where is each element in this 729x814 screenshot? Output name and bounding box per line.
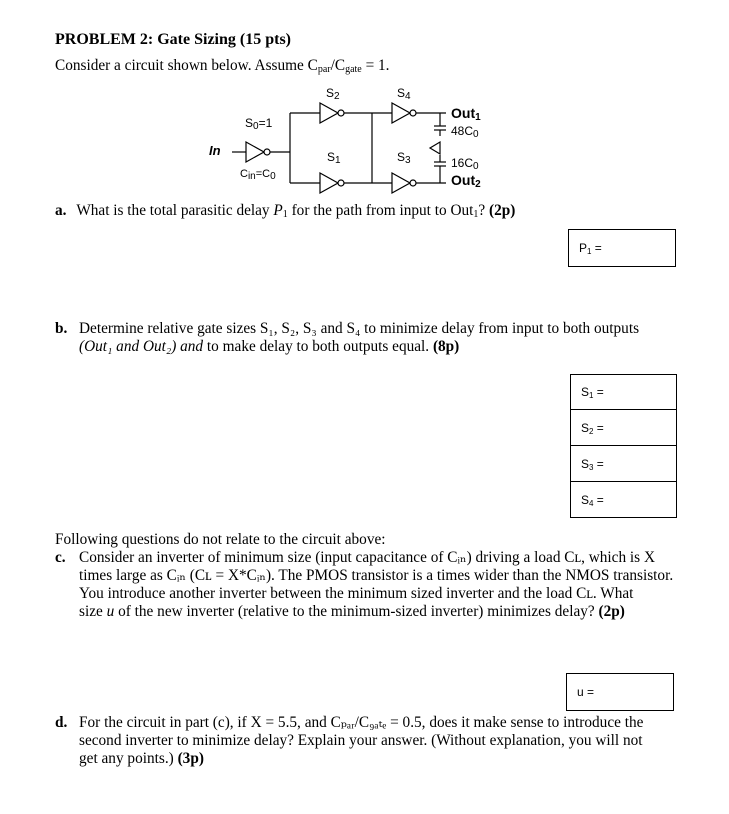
question-d-line3: [79, 750, 204, 768]
capacitor-16c0: [434, 155, 446, 183]
question-c-line1: Consider an inverter of minimum size (input capacitance of Cᵢₙ) driving a load Cʟ, which is X: [79, 549, 656, 566]
following-note: Following questions do not relate to the circuit above:: [55, 531, 386, 548]
qd-label: d.: [55, 714, 68, 731]
label-load2: [451, 156, 479, 170]
cin-text: C: [240, 168, 248, 180]
question-b: [55, 320, 67, 338]
inverter-s1: [320, 173, 344, 193]
s3-text: S: [397, 150, 406, 164]
s2-text: S: [326, 86, 335, 100]
s0-suffix: =1: [258, 116, 273, 130]
intro-suffix: = 1.: [361, 57, 390, 74]
s4-box-text: S: [581, 492, 590, 507]
inverter-s2: [320, 103, 344, 123]
qd-line3-a: get any points.): [79, 750, 178, 767]
label-out2: [451, 172, 481, 188]
qc-line4-u: u: [106, 603, 115, 620]
qa-text-suffix: ?: [478, 202, 490, 219]
qa-points: (2p): [489, 202, 516, 219]
s0-text: S: [245, 116, 254, 130]
answer-box-s2[interactable]: [570, 410, 677, 446]
p1-label-text: P: [579, 241, 588, 255]
answer-box-p1[interactable]: [568, 229, 676, 267]
qa-out-sub: 1: [473, 209, 479, 220]
s4-box-label: [581, 493, 604, 507]
qa-text-mid: for the path from input to Out: [287, 202, 474, 219]
answer-box-s1[interactable]: [570, 374, 677, 410]
qb-line2-outputs: (Out₁ and Out₂): [79, 338, 177, 355]
u-label-text: u: [577, 685, 584, 699]
label-s0: [245, 116, 272, 130]
inverter-s3: [392, 173, 416, 193]
s4-sub: 4: [405, 91, 411, 102]
s1-box-text: S: [581, 385, 590, 399]
u-label: [577, 685, 594, 699]
qc-label: c.: [55, 549, 66, 566]
s3-box-eq: =: [593, 456, 604, 471]
qb-line2-rest: to make delay to both outputs equal.: [203, 338, 433, 355]
p1-label: [579, 241, 602, 255]
question-c-line3: You introduce another inverter between the minimum sized inverter and the load Cʟ. What: [79, 585, 634, 602]
out2-text: Out: [451, 172, 476, 188]
qb-label: b.: [55, 320, 68, 337]
s1-text: S: [327, 150, 336, 164]
small-triangle-symbol: [430, 142, 440, 154]
answer-box-s4[interactable]: [570, 482, 677, 518]
s1-box-eq: =: [593, 385, 604, 399]
label-s2: [326, 86, 340, 100]
label-load1: [451, 124, 479, 138]
out1-text: Out: [451, 105, 476, 121]
qc-line4-b: of the new inverter (relative to the minimum-sized inverter) minimizes delay?: [114, 603, 599, 620]
s0-sub: 0: [253, 121, 259, 132]
qa-label: a.: [55, 202, 67, 219]
s4-text: S: [397, 86, 406, 100]
s3-box-sub: 3: [589, 462, 594, 472]
p1-label-sub: 1: [587, 247, 592, 256]
answer-box-s3[interactable]: [570, 446, 677, 482]
load1-sub: 0: [473, 129, 479, 140]
inverter-s4: [392, 103, 416, 123]
problem-title: PROBLEM 2: Gate Sizing (15 pts): [55, 31, 291, 48]
qa-text-prefix: What is the total parasitic delay: [76, 202, 274, 219]
label-out1: [451, 105, 481, 121]
question-d-line2: second inverter to minimize delay? Explain your answer. (Without explanation, you will not: [79, 732, 643, 749]
question-c-line4: [79, 603, 625, 621]
s2-box-label: [581, 421, 604, 435]
question-a: [55, 202, 515, 220]
inverter-s0: [246, 142, 270, 162]
u-label-eq: =: [583, 685, 595, 699]
qd-points: (3p): [177, 750, 204, 767]
s2-sub: 2: [334, 91, 340, 102]
cin-sub: in: [247, 171, 256, 182]
s2-box-text: S: [581, 420, 590, 435]
answer-box-stack: [570, 374, 677, 518]
intro-sub-gate: gate: [345, 64, 362, 75]
question-b-line2: [79, 338, 459, 356]
load2-sub: 0: [473, 161, 479, 172]
answer-box-u[interactable]: [566, 673, 674, 711]
intro-text: Consider a circuit shown below. Assume C: [55, 57, 318, 74]
s2-box-sub: 2: [589, 426, 594, 436]
label-cin: [240, 168, 276, 180]
capacitor-48c0: [434, 113, 446, 136]
qa-p-sub: 1: [282, 209, 288, 220]
p1-label-eq: =: [591, 241, 602, 255]
s2-box-eq: =: [593, 420, 604, 435]
s4-box-sub: 4: [589, 498, 594, 508]
s3-sub: 3: [405, 155, 411, 166]
out1-sub: 1: [475, 112, 481, 123]
s1-box-sub: 1: [589, 391, 594, 400]
circuit-diagram: [0, 0, 729, 200]
label-s1: [327, 150, 341, 164]
cin-mid: =C: [255, 168, 271, 180]
s3-box-text: S: [581, 456, 590, 471]
intro-sub-par: par: [317, 64, 331, 75]
label-in: In: [209, 143, 221, 158]
s3-box-label: [581, 457, 604, 471]
qa-p: P: [273, 202, 283, 219]
label-s4: [397, 86, 411, 100]
qc-line4-a: size: [79, 603, 107, 620]
qb-points: (8p): [432, 338, 460, 355]
s1-box-label: [581, 385, 604, 399]
question-d-line1: For the circuit in part (c), if X = 5.5, and Cₚₐᵣ/C₉ₐₜₑ = 0.5, does it make sense to introduce the: [79, 714, 644, 731]
load2-text: 16C: [451, 156, 474, 170]
intro-mid: /C: [330, 57, 346, 74]
s1-sub: 1: [335, 155, 341, 166]
s4-box-eq: =: [593, 492, 604, 507]
qb-line2-and: and: [176, 338, 204, 355]
load1-text: 48C: [451, 124, 474, 138]
cin-sub2: 0: [270, 171, 276, 182]
qc-points: (2p): [598, 603, 625, 620]
question-c-line2: times large as Cᵢₙ (Cʟ = X*Cᵢₙ). The PMOS transistor is a times wider than the NMOS transistor.: [79, 567, 674, 584]
out2-sub: 2: [475, 179, 481, 190]
label-s3: [397, 150, 411, 164]
question-b-line1: Determine relative gate sizes S₁, S₂, S₃ and S₄ to minimize delay from input to both outputs: [79, 320, 640, 337]
